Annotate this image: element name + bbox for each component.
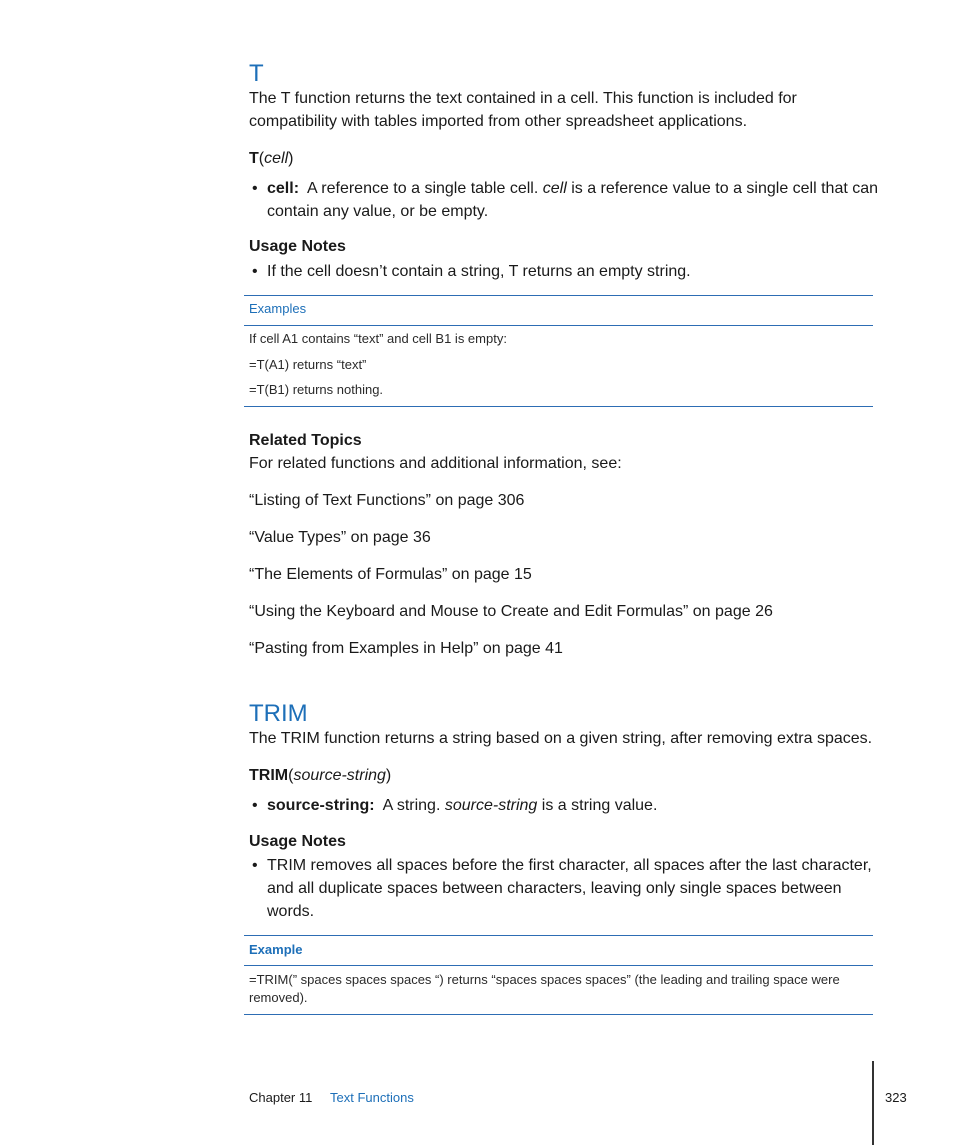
related-topic-link[interactable]: “Listing of Text Functions” on page 306 <box>249 492 525 509</box>
example-top-rule <box>244 935 873 936</box>
syntax-name: T <box>249 150 259 167</box>
function-title-trim: TRIM <box>249 700 308 727</box>
bullet-dot: • <box>252 263 258 280</box>
footer-chapter: Chapter 11 <box>249 1090 313 1105</box>
usage-note-item <box>249 260 879 283</box>
argument-description: A reference to a single table cell. <box>307 180 543 197</box>
example-line: =TRIM(” spaces spaces spaces “) returns “spaces spaces spaces” (the leading and trailing space were removed). <box>249 972 840 1005</box>
footer-divider <box>872 1061 874 1145</box>
argument-term: cell: <box>267 180 300 197</box>
related-topic-link[interactable]: “The Elements of Formulas” on page 15 <box>249 566 532 583</box>
usage-note-text: If the cell doesn’t contain a string, T returns an empty string. <box>267 263 691 280</box>
function-description-t: The T function returns the text contained in a cell. This function is included for compatibility with tables imported from other spreadsheet applications. <box>249 90 797 130</box>
argument-term: source-string: <box>267 797 375 814</box>
syntax-close-paren: ) <box>288 150 294 167</box>
function-description-trim: The TRIM function returns a string based on a given string, after removing extra spaces. <box>249 730 873 747</box>
related-topic-link[interactable]: “Using the Keyboard and Mouse to Create and Edit Formulas” on page 26 <box>249 603 773 620</box>
syntax-open-paren: ( <box>288 767 294 784</box>
bullet-dot: • <box>252 180 258 197</box>
related-topic-link[interactable]: “Value Types” on page 36 <box>249 529 431 546</box>
argument-italic: cell <box>542 180 567 197</box>
example-line: =T(A1) returns “text” <box>249 357 367 372</box>
syntax-close-paren: ) <box>385 767 392 784</box>
syntax-argument: source-string <box>293 767 386 784</box>
footer-page-number: 323 <box>885 1090 907 1105</box>
examples-top-rule <box>244 295 873 296</box>
footer-section-link[interactable]: Text Functions <box>330 1090 414 1105</box>
syntax-open-paren: ( <box>258 150 265 167</box>
usage-notes-heading-t: Usage Notes <box>249 238 346 255</box>
function-title-t: T <box>249 60 264 87</box>
usage-notes-heading-trim: Usage Notes <box>249 833 346 850</box>
function-syntax-t <box>249 147 293 170</box>
related-topics-heading: Related Topics <box>249 432 362 449</box>
function-syntax-trim <box>249 764 391 787</box>
example-line: =T(B1) returns nothing. <box>249 382 384 397</box>
argument-item-cell <box>249 177 879 223</box>
argument-item-source-string <box>249 794 879 817</box>
examples-label: Examples <box>249 301 307 316</box>
example-bottom-rule <box>244 1014 873 1015</box>
related-topic-link[interactable]: “Pasting from Examples in Help” on page 41 <box>249 640 563 657</box>
example-label: Example <box>249 942 303 957</box>
argument-description: A string. <box>382 797 445 814</box>
bullet-dot: • <box>252 857 258 874</box>
bullet-dot: • <box>252 797 258 814</box>
examples-bottom-rule <box>244 406 873 407</box>
examples-header-rule <box>244 325 873 326</box>
usage-note-text: TRIM removes all spaces before the first character, all spaces after the last character, and all duplicate spaces between characters, leaving only single spaces between words. <box>267 857 872 920</box>
syntax-name: TRIM <box>249 767 289 784</box>
argument-description-rest: is a string value. <box>537 797 658 814</box>
example-header-rule <box>244 965 873 966</box>
related-topics-intro: For related functions and additional information, see: <box>249 455 622 472</box>
example-line: If cell A1 contains “text” and cell B1 is empty: <box>249 331 507 346</box>
argument-description-rest: is a reference value to a single cell that can contain any value, or be empty. <box>267 180 879 220</box>
argument-italic: source-string <box>444 797 538 814</box>
syntax-argument: cell <box>264 150 289 167</box>
usage-note-item <box>249 854 879 923</box>
